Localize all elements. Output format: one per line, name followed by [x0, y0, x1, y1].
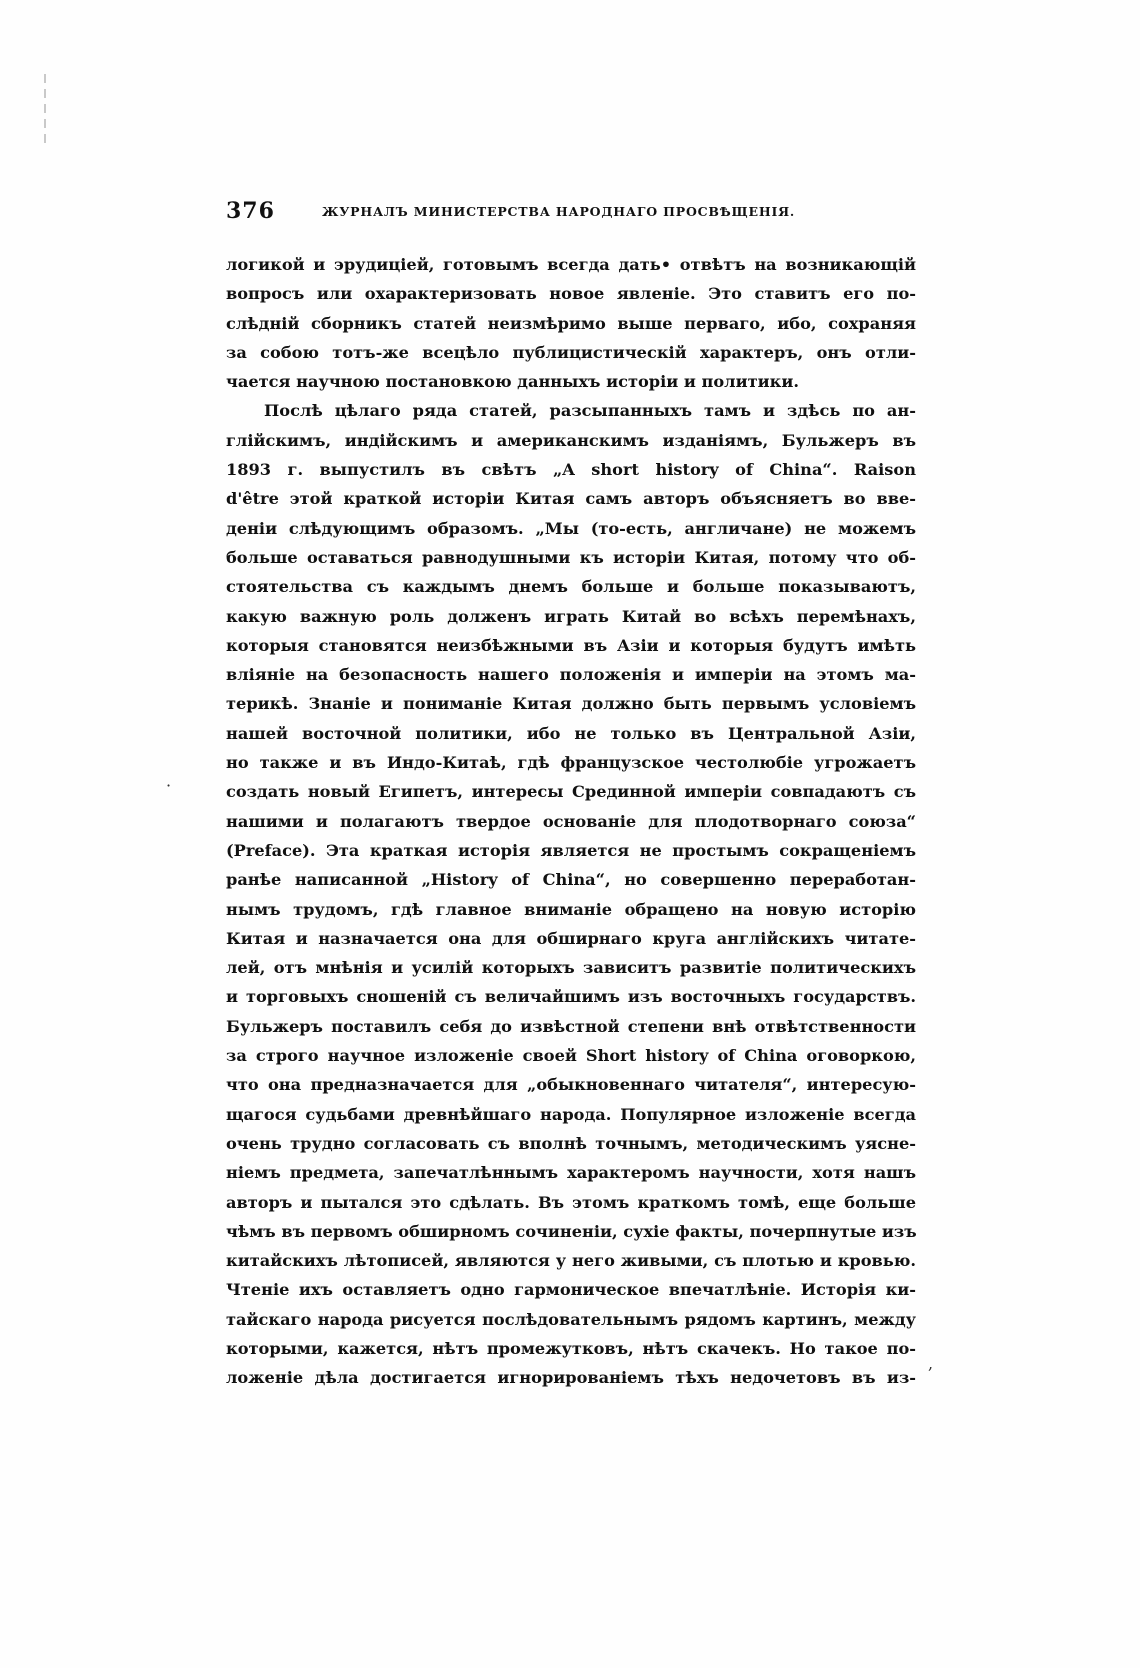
text-line: стоятельства съ каждымъ днемъ больше и больше показываютъ,	[226, 577, 916, 597]
text-line: чается научною постановкою данныхъ исторіи и политики.	[226, 372, 799, 392]
text-line: Послѣ цѣлаго ряда статей, разсыпанныхъ тамъ и здѣсь по ан-	[264, 401, 916, 421]
text-line: слѣдній сборникъ статей неизмѣримо выше перваго, ибо, сохраняя	[226, 313, 916, 333]
text-line: ложеніе дѣла достигается игнорированіемъ тѣхъ недочетовъ въ из-	[226, 1368, 916, 1388]
text-line: вопросъ или охарактеризовать новое явленіе. Это ставитъ его по-	[226, 284, 916, 304]
text-line: нашей восточной политики, ибо не только въ Центральной Азіи,	[226, 723, 916, 743]
text-line: (Preface). Эта краткая исторія является не простымъ сокращеніемъ	[226, 840, 916, 860]
text-line: деніи слѣдующимъ образомъ. „Мы (то-есть, англичане) не можемъ	[226, 518, 916, 538]
text-line: ранѣе написанной „History of China“, но совершенно переработан-	[226, 870, 916, 890]
text-line: авторъ и пытался это сдѣлать. Въ этомъ краткомъ томѣ, еще больше	[226, 1192, 916, 1212]
text-line: какую важную роль долженъ играть Китай во всѣхъ перемѣнахъ,	[226, 606, 916, 626]
page-number: 376	[226, 198, 275, 224]
text-line: создать новый Египетъ, интересы Срединной имперіи совпадаютъ съ	[226, 782, 916, 802]
text-line: что она предназначается для „обыкновеннаго читателя“, интересую-	[226, 1075, 916, 1095]
text-line: тайскаго народа рисуется послѣдовательнымъ рядомъ картинъ, между	[226, 1309, 916, 1329]
text-line: Китая и назначается она для обширнаго круга англійскихъ читате-	[226, 928, 916, 948]
text-line: но также и въ Индо-Китаѣ, гдѣ французское честолюбіе угрожаетъ	[226, 753, 916, 773]
text-line: которыя становятся неизбѣжными въ Азіи и которыя будутъ имѣть	[226, 635, 916, 655]
text-line: которыми, кажется, нѣтъ промежутковъ, нѣтъ скачекъ. Но такое по-	[226, 1338, 916, 1358]
text-line: Чтеніе ихъ оставляетъ одно гармоническое впечатлѣніе. Исторія ки-	[226, 1280, 916, 1300]
text-line: и торговыхъ сношеній съ величайшимъ изъ восточныхъ государствъ.	[226, 987, 916, 1007]
text-line: больше оставаться равнодушными къ исторіи Китая, потому что об-	[226, 547, 916, 567]
text-line: китайскихъ лѣтописей, являются у него живыми, съ плотью и кровью.	[226, 1251, 916, 1271]
text-line: d'être этой краткой исторіи Китая самъ авторъ объясняетъ во вве-	[226, 489, 916, 509]
text-line: чѣмъ въ первомъ обширномъ сочиненіи, сухіе факты, почерпнутые изъ	[226, 1221, 917, 1241]
text-line: терикѣ. Знаніе и пониманіе Китая должно быть первымъ условіемъ	[226, 694, 916, 714]
text-line: вліяніе на безопасность нашего положенія и имперіи на этомъ ма-	[226, 665, 916, 685]
text-line: за собою тотъ-же всецѣло публицистическій характеръ, онъ отли-	[226, 342, 916, 362]
stray-ink-mark: ,	[928, 1354, 934, 1373]
running-title: ЖУРНАЛЪ МИНИСТЕРСТВА НАРОДНАГО ПРОСВѢЩЕНІЯ.	[322, 204, 796, 219]
text-line: глійскимъ, индійскимъ и американскимъ изданіямъ, Бульжеръ въ	[226, 430, 916, 450]
text-line: Бульжеръ поставилъ себя до извѣстной степени внѣ отвѣтственности	[226, 1016, 916, 1036]
stray-ink-mark: ·	[166, 776, 172, 795]
text-line: очень трудно согласовать съ вполнѣ точнымъ, методическимъ уясне-	[226, 1133, 916, 1153]
binding-margin-marks	[44, 74, 48, 154]
text-line: лей, отъ мнѣнія и усилій которыхъ зависитъ развитіе политическихъ	[226, 958, 916, 978]
text-line: нымъ трудомъ, гдѣ главное вниманіе обращено на новую исторію	[226, 899, 916, 919]
text-line: 1893 г. выпустилъ въ свѣтъ „A short history of China“. Raison	[226, 460, 916, 480]
text-line: нашими и полагаютъ твердое основаніе для плодотворнаго союза“	[226, 811, 916, 831]
page-header	[226, 198, 926, 232]
text-line: за строго научное изложеніе своей Short history of China оговоркою,	[226, 1046, 916, 1066]
body-text	[226, 250, 916, 1393]
text-line: ніемъ предмета, запечатлѣннымъ характеромъ научности, хотя нашъ	[226, 1163, 916, 1183]
text-line: щагося судьбами древнѣйшаго народа. Популярное изложеніе всегда	[226, 1104, 916, 1124]
text-line: логикой и эрудиціей, готовымъ всегда дать• отвѣтъ на возникающій	[226, 255, 916, 274]
